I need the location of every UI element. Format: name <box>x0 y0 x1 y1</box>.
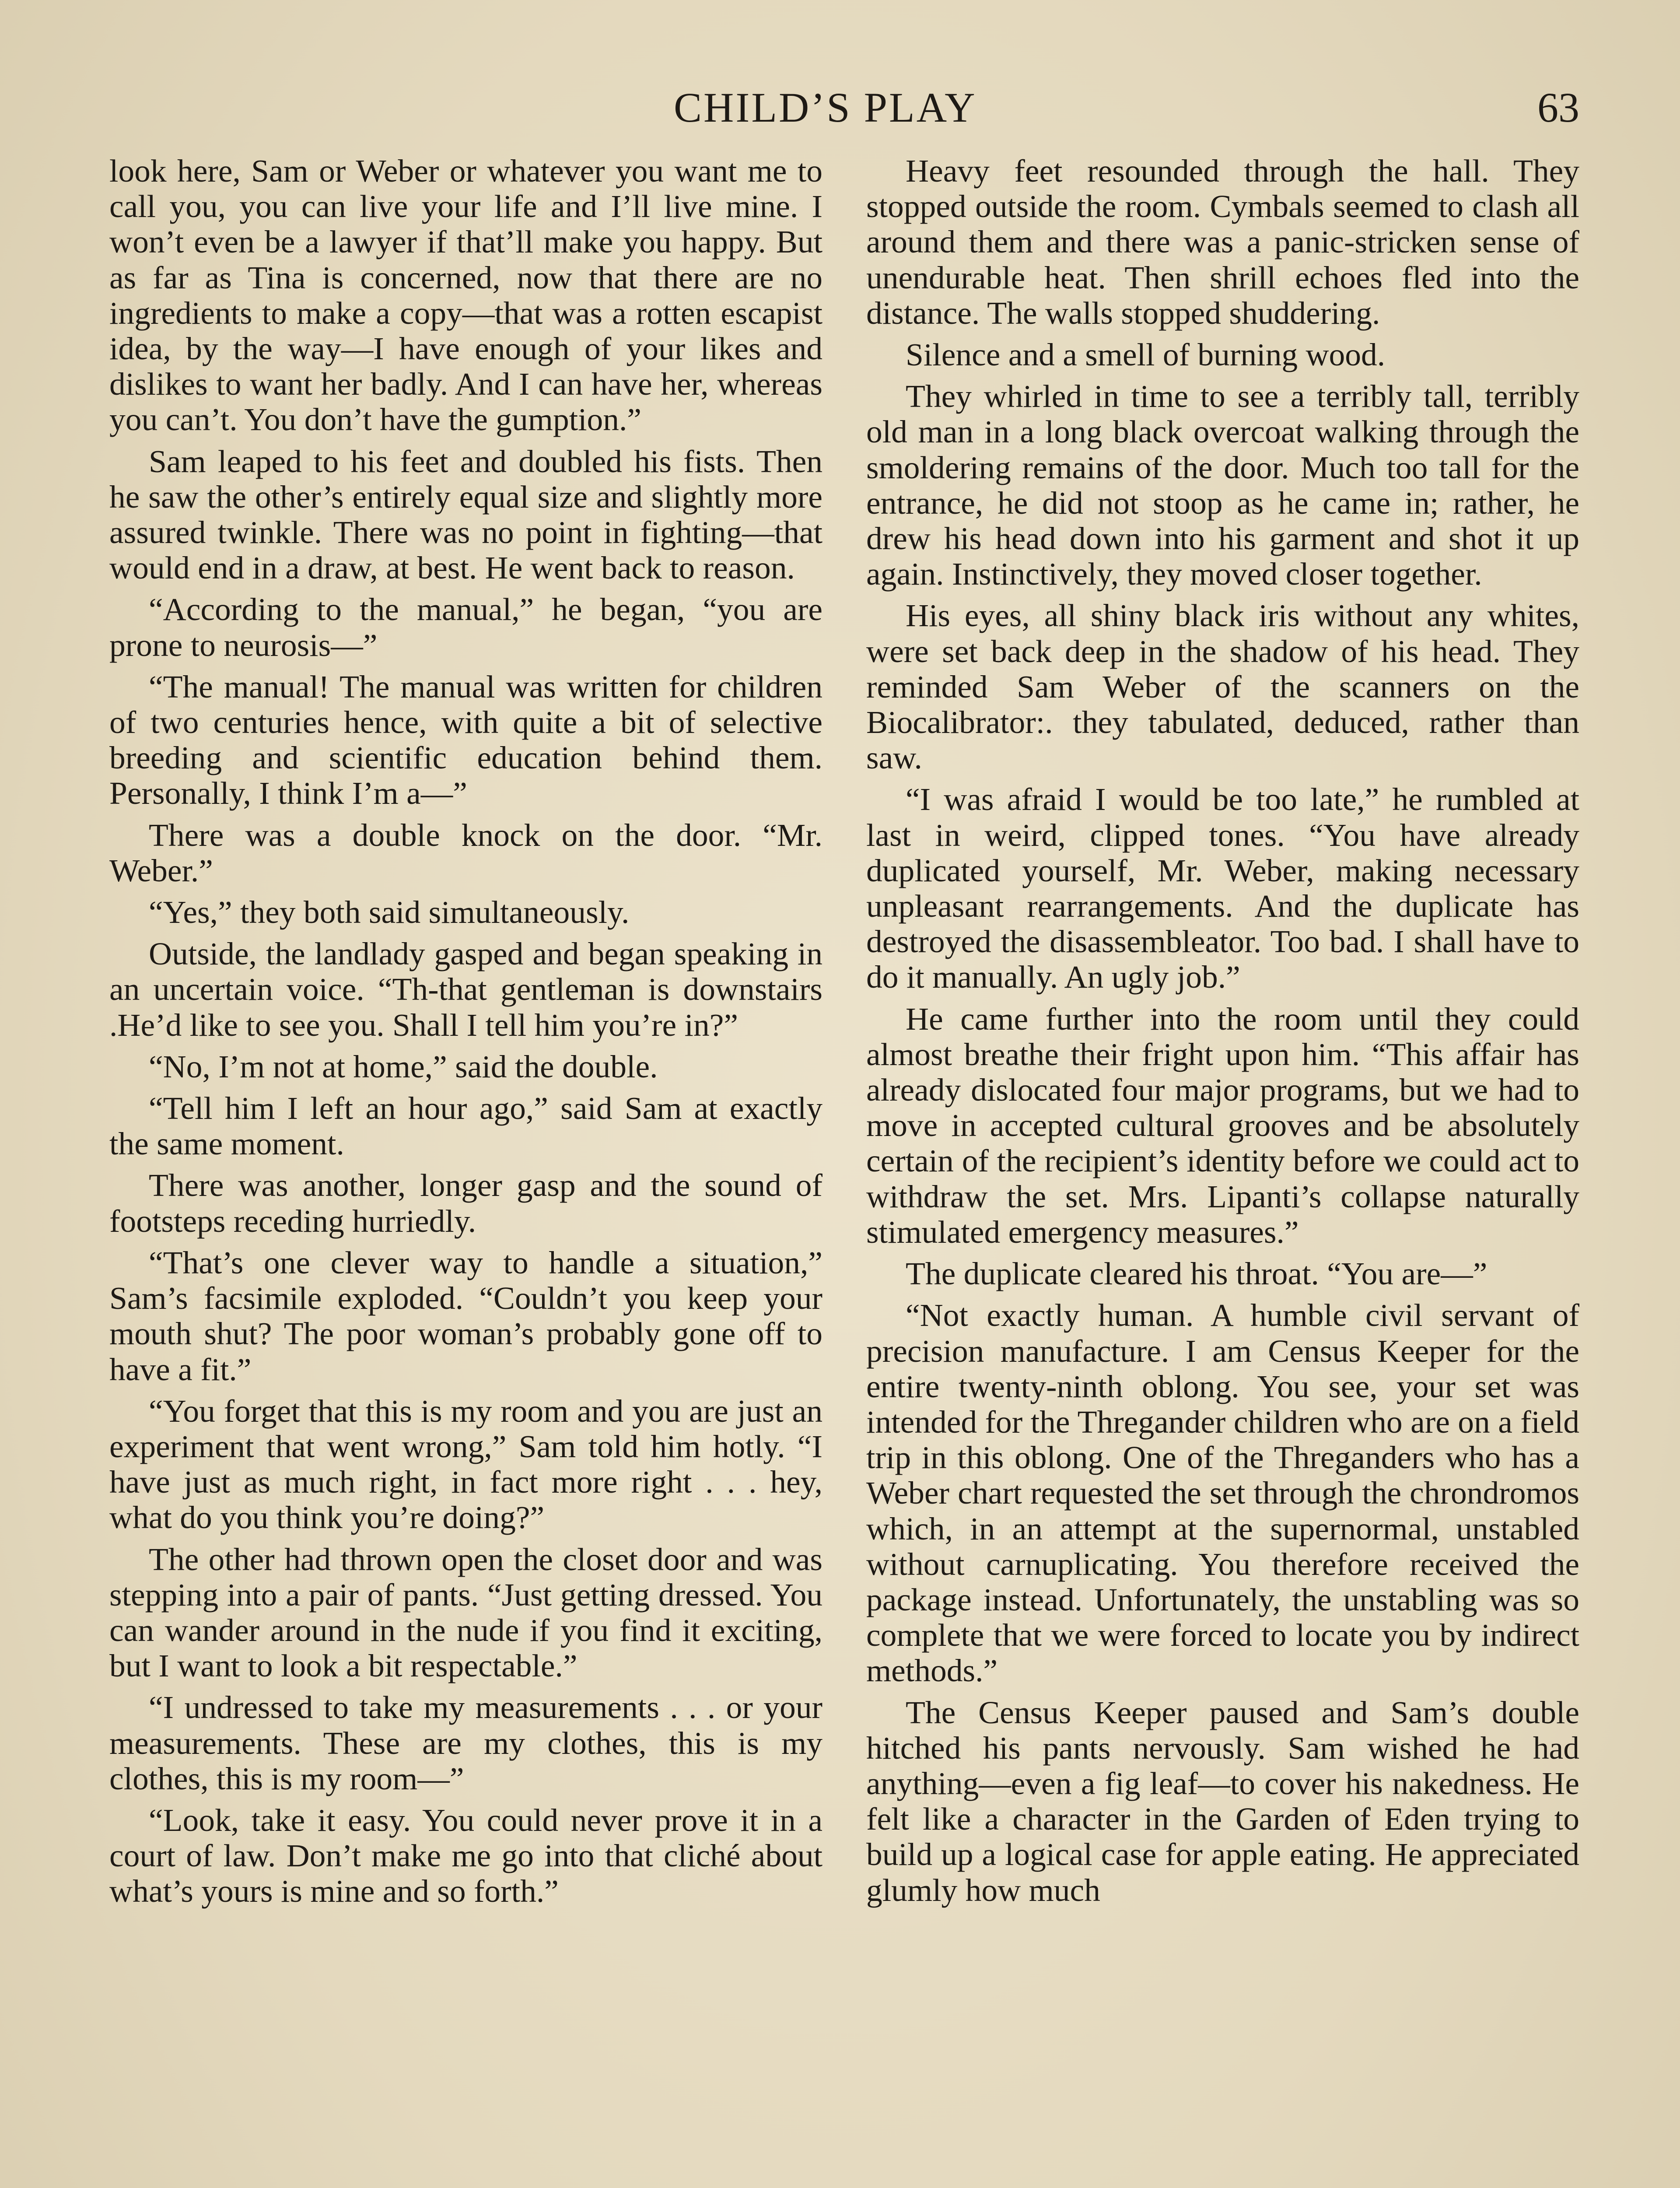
paragraph: “That’s one clever way to handle a situation,” Sam’s facsimile exploded. “Couldn’t you keep your mouth shut? The poor woman’s probably gone off to have a fit.” <box>109 1245 822 1387</box>
paragraph: “According to the manual,” he began, “you are prone to neurosis—” <box>109 592 822 663</box>
left-column <box>109 153 822 1915</box>
running-title: CHILD’S PLAY <box>674 84 977 131</box>
page-number: 63 <box>1537 84 1579 131</box>
paragraph: They whirled in time to see a terribly tall, terribly old man in a long black overcoat walking through the smoldering remains of the door. Much too tall for the entrance, he did not stoop as he came in; rather, he drew his head down into his garment and shot it up again. Instinctively, they moved closer together. <box>866 379 1579 592</box>
paragraph: “No, I’m not at home,” said the double. <box>149 1048 658 1084</box>
paragraph: “The manual! The manual was written for children of two centuries hence, with quite a bit of selective breeding and scientific education behind them. Personally, I think I’m a—” <box>109 669 822 811</box>
paragraph: His eyes, all shiny black iris without any whites, were set back deep in the shadow of his head. They reminded Sam Weber of the scanners on the Biocalibrator:. they tabulated, deduced, rather than saw. <box>866 598 1579 776</box>
paragraph: There was another, longer gasp and the sound of footsteps receding hurriedly. <box>109 1168 822 1239</box>
paragraph: The other had thrown open the closet door and was stepping into a pair of pants. “Just getting dressed. You can wander around in the nude if you find it exciting, but I want to look a bit respectable.” <box>109 1541 822 1684</box>
paragraph: “I undressed to take my measurements . . . or your measurements. These are my clothes, this is my clothes, this is my room—” <box>109 1690 822 1796</box>
paragraph: Sam leaped to his feet and doubled his fists. Then he saw the other’s entirely equal size and slightly more assured twinkle. There was no point in fighting—that would end in a draw, at best. He went back to reason. <box>109 443 822 586</box>
paragraph: Outside, the landlady gasped and began speaking in an uncertain voice. “Th-that gentleman is downstairs .He’d like to see you. Shall I tell him you’re in?” <box>109 936 822 1043</box>
paragraph: “Yes,” they both said simultaneously. <box>149 894 630 930</box>
paragraph: Heavy feet resounded through the hall. They stopped outside the room. Cymbals seemed to clash all around them and there was a panic-stricken sense of unendurable heat. Then shrill echoes fled into the distance. The walls stopped shuddering. <box>866 153 1579 331</box>
paragraph: “Tell him I left an hour ago,” said Sam at exactly the same moment. <box>109 1090 822 1162</box>
page-header <box>674 83 1579 144</box>
paragraph: The duplicate cleared his throat. “You are—” <box>906 1256 1488 1292</box>
paragraph: He came further into the room until they could almost breathe their fright upon him. “This affair has already dislocated four major programs, but we had to move in accepted cultural grooves and be absolutely certain of the recipient’s identity before we could act to withdraw the set. Mrs. Lipanti’s collapse naturally stimulated emergency measures.” <box>866 1001 1579 1250</box>
right-column <box>866 153 1579 1914</box>
paragraph: Silence and a smell of burning wood. <box>906 337 1386 373</box>
paragraph: There was a double knock on the door. “Mr. Weber.” <box>109 817 822 888</box>
paragraph: “Look, take it easy. You could never prove it in a court of law. Don’t make me go into that cliché about what’s yours is mine and so forth.” <box>109 1802 822 1909</box>
paragraph: “Not exactly human. A humble civil servant of precision manufacture. I am Census Keeper for the entire twenty-ninth oblong. You see, your set was intended for the Thregander children who are on a field trip in this oblong. One of the Threganders who has a Weber chart requested the set through the chrondromos which, in an attempt at the supernormal, unstabled without carnuplicating. You therefore received the package instead. Unfortunately, the unstabling was so complete that we were forced to locate you by indirect methods.” <box>866 1297 1579 1689</box>
paragraph: The Census Keeper paused and Sam’s double hitched his pants nervously. Sam wished he had anything—even a fig leaf—to cover his nakedness. He felt like a character in the Garden of Eden trying to build up a logical case for apple eating. He appreciated glumly how much <box>866 1694 1579 1908</box>
paragraph: look here, Sam or Weber or whatever you want me to call you, you can live your life and I’ll live mine. I won’t even be a lawyer if that’ll make you happy. But as far as Tina is concerned, now that there are no ingredients to make a copy—that was a rotten escapist idea, by the way—I have enough of your likes and dislikes to want her badly. And I can have her, whereas you can’t. You don’t have the gumption.” <box>109 153 822 438</box>
paragraph: “I was afraid I would be too late,” he rumbled at last in weird, clipped tones. “You have already duplicated yourself, Mr. Weber, making necessary unpleasant rearrangements. And the duplicate has destroyed the disassembleator. Too bad. I shall have to do it manually. An ugly job.” <box>866 782 1579 995</box>
paragraph: “You forget that this is my room and you are just an experiment that went wrong,” Sam told him hotly. “I have just as much right, in fact more right . . . hey, what do you think you’re doing?” <box>109 1393 822 1536</box>
